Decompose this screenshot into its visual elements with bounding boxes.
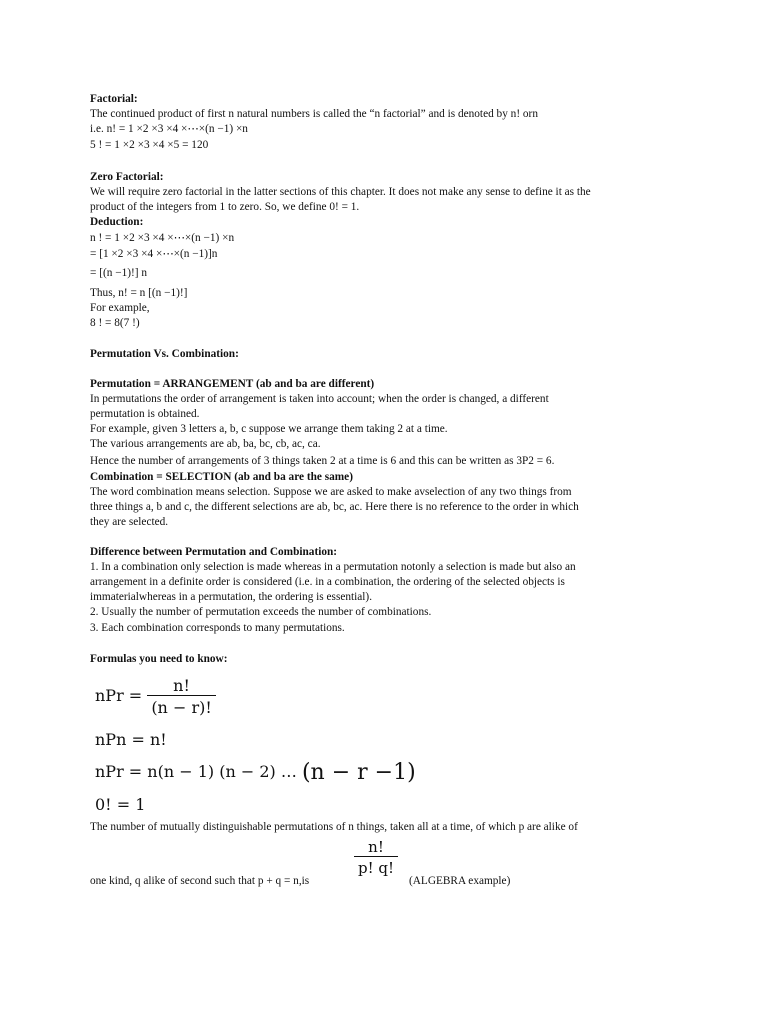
combination-text-3: they are selected.: [90, 516, 169, 528]
permutation-text-4: The various arrangements are ab, ba, bc, cb, ac, ca.: [90, 438, 321, 450]
formula-zero-factorial: 0! = 1: [95, 795, 146, 814]
difference-text-4: 2. Usually the number of permutation exceeds the number of combinations.: [90, 606, 432, 618]
combination-heading: Combination = SELECTION (ab and ba are the same): [90, 471, 353, 483]
formula-npr-product-last: (n − r −1): [301, 760, 416, 785]
formula-distinguishable-numerator: n!: [368, 838, 384, 856]
formula-npr-fraction: [95, 676, 216, 717]
difference-heading: Difference between Permutation and Combination:: [90, 546, 338, 558]
zero-factorial-text-2: product of the integers from 1 to zero. So, we define 0! = 1.: [90, 201, 360, 213]
deduction-line-5: For example,: [90, 302, 150, 314]
factorial-example: 5 ! = 1 ×2 ×3 ×4 ×5 = 120: [90, 139, 209, 151]
formula-npn: nPn = n!: [95, 730, 167, 749]
formula-npr-frac: [147, 676, 215, 717]
difference-text-3: immaterialwhereas in a permutation, the ordering is essential).: [90, 591, 373, 603]
formula-distinguishable-frac: [354, 838, 398, 877]
formula-distinguishable-fraction: [354, 838, 398, 877]
formulas-text-1: The number of mutually distinguishable permutations of n things, taken all at a time, of which p are alike of: [90, 821, 578, 833]
combination-text-2: three things a, b and c, the different selections are ab, bc, ac. Here there is no reference to the order in which: [90, 501, 579, 513]
deduction-heading: Deduction:: [90, 216, 144, 228]
formula-npr-denominator: (n − r)!: [147, 695, 215, 717]
factorial-formula: i.e. n! = 1 ×2 ×3 ×4 ×⋯×(n −1) ×n: [90, 123, 248, 135]
perm-vs-comb-heading: Permutation Vs. Combination:: [90, 348, 239, 360]
difference-text-2: arrangement in a definite order is considered (i.e. in a combination, the ordering of the selected objects is: [90, 576, 565, 588]
formulas-text-2: one kind, q alike of second such that p + q = n,is: [90, 875, 310, 887]
combination-text-1: The word combination means selection. Suppose we are asked to make avselection of any two things from: [90, 486, 572, 498]
formula-distinguishable-denominator: p! q!: [354, 856, 398, 877]
permutation-text-3: For example, given 3 letters a, b, c suppose we arrange them taking 2 at a time.: [90, 423, 448, 435]
formulas-heading: Formulas you need to know:: [90, 653, 228, 665]
permutation-text-2: permutation is obtained.: [90, 408, 200, 420]
difference-text-5: 3. Each combination corresponds to many permutations.: [90, 622, 345, 634]
permutation-text-5: Hence the number of arrangements of 3 things taken 2 at a time is 6 and this can be written as 3P2 = 6.: [90, 455, 555, 467]
formula-npr-lhs: nPr =: [95, 686, 143, 705]
factorial-heading: Factorial:: [90, 93, 138, 105]
factorial-definition: The continued product of first n natural numbers is called the “n factorial” and is denoted by n! orn: [90, 108, 538, 120]
zero-factorial-heading: Zero Factorial:: [90, 171, 164, 183]
deduction-line-3: = [(n −1)!] n: [90, 267, 147, 279]
formula-npr-product-main: nPr = n(n − 1) (n − 2) …: [95, 762, 297, 781]
deduction-line-4: Thus, n! = n [(n −1)!]: [90, 287, 188, 299]
deduction-line-2: = [1 ×2 ×3 ×4 ×⋯×(n −1)]n: [90, 248, 218, 260]
formula-npr-product: [95, 760, 416, 785]
deduction-line-6: 8 ! = 8(7 !): [90, 317, 140, 329]
formulas-text-3: (ALGEBRA example): [409, 875, 511, 887]
deduction-line-1: n ! = 1 ×2 ×3 ×4 ×⋯×(n −1) ×n: [90, 232, 235, 244]
formula-npr-numerator: n!: [173, 676, 190, 695]
difference-text-1: 1. In a combination only selection is made whereas in a permutation notonly a selection is made but also an: [90, 561, 576, 573]
zero-factorial-text-1: We will require zero factorial in the latter sections of this chapter. It does not make any sense to define it as the: [90, 186, 591, 198]
permutation-heading: Permutation = ARRANGEMENT (ab and ba are different): [90, 378, 375, 390]
permutation-text-1: In permutations the order of arrangement is taken into account; when the order is changed, a different: [90, 393, 549, 405]
